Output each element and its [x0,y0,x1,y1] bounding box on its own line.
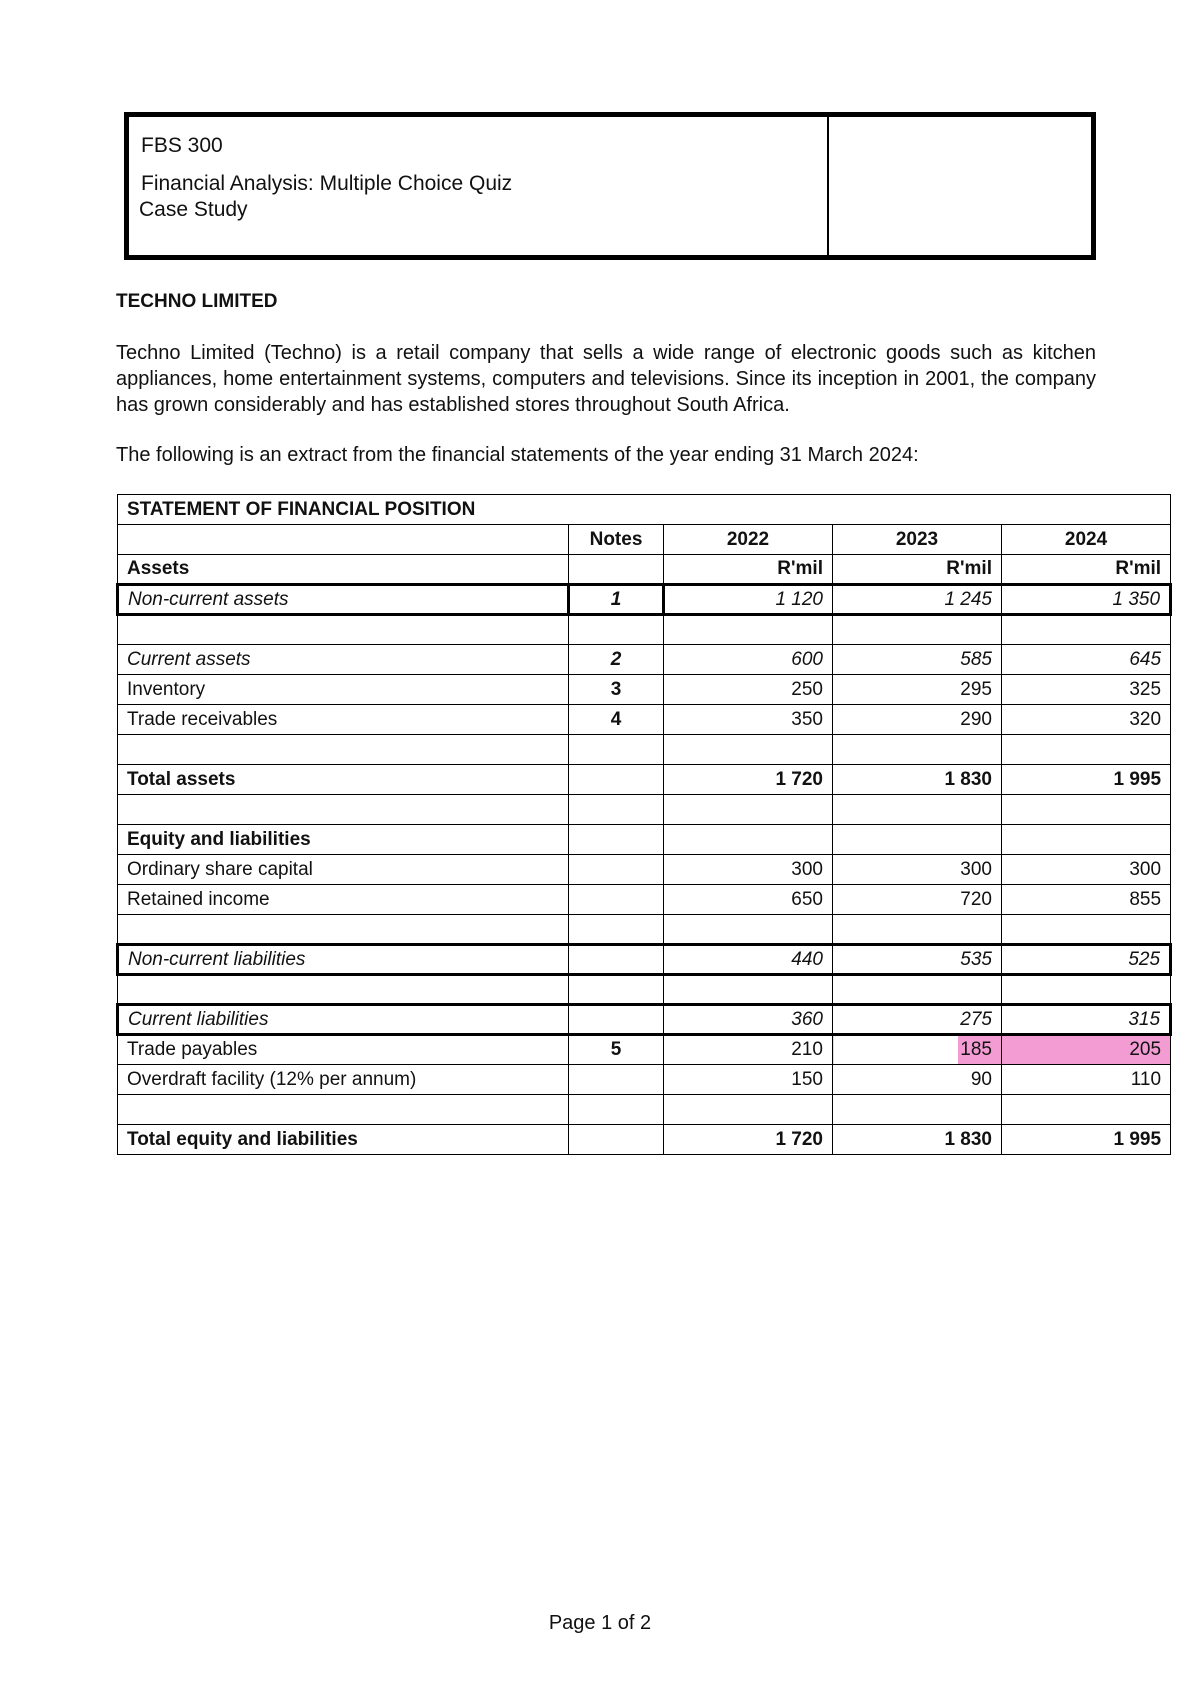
row-note [569,795,664,825]
row-value-2024: 205 [1002,1035,1171,1065]
row-note [569,1065,664,1095]
row-label [118,915,569,945]
row-label: Total assets [118,765,569,795]
row-value-2023: 275 [833,1005,1002,1035]
table-row [118,945,1171,975]
row-value-2022: 300 [664,855,833,885]
header-left-cell [129,117,829,255]
row-value-2024 [1002,975,1171,1005]
row-value-2024 [1002,795,1171,825]
row-value-2024: 300 [1002,855,1171,885]
table-row [118,885,1171,915]
row-value-2024: 320 [1002,705,1171,735]
year-header-2023: 2023 [833,525,1002,555]
row-value-2024: 315 [1002,1005,1171,1035]
row-value-2022 [664,795,833,825]
row-note [569,1125,664,1155]
row-note: 2 [569,645,664,675]
row-note: 4 [569,705,664,735]
units-row [118,555,1171,585]
table-row [118,765,1171,795]
unit-label: R'mil [1002,555,1171,585]
year-header-2022: 2022 [664,525,833,555]
row-value-2022 [664,735,833,765]
row-note [569,825,664,855]
row-note [569,855,664,885]
row-note: 5 [569,1035,664,1065]
row-value-2024 [1002,825,1171,855]
intro-paragraph: Techno Limited (Techno) is a retail company that sells a wide range of electronic goods such as kitchen appliances, home entertainment systems, computers and televisions. Since its inception in 2001, the company has grown considerably and has established stores throughout South Africa. [116,342,1096,416]
row-value-2022: 1 120 [664,585,833,615]
row-value-2023: 1 830 [833,1125,1002,1155]
row-value-2022: 150 [664,1065,833,1095]
row-note [569,945,664,975]
row-note: 3 [569,675,664,705]
row-value-2022: 1 720 [664,765,833,795]
row-label: Non-current liabilities [118,945,569,975]
row-label [118,735,569,765]
row-note [569,1095,664,1125]
row-value-2023 [833,915,1002,945]
table-row [118,615,1171,645]
row-label [118,615,569,645]
table-row [118,1095,1171,1125]
company-title: TECHNO LIMITED [116,291,278,312]
row-value-2022 [664,915,833,945]
row-value-2022: 650 [664,885,833,915]
row-value-2023: 1 830 [833,765,1002,795]
row-value-2023: 535 [833,945,1002,975]
row-value-2023 [833,975,1002,1005]
row-value-2022 [664,615,833,645]
row-value-2023 [833,825,1002,855]
row-value-2022 [664,825,833,855]
row-value-2023: 585 [833,645,1002,675]
row-value-2023: 290 [833,705,1002,735]
row-label [118,975,569,1005]
row-label: Inventory [118,675,569,705]
row-value-2022: 360 [664,1005,833,1035]
row-value-2024 [1002,915,1171,945]
table-row [118,675,1171,705]
row-label: Current assets [118,645,569,675]
table-row [118,645,1171,675]
row-value-2022 [664,1095,833,1125]
row-value-2022: 440 [664,945,833,975]
table-row [118,825,1171,855]
row-value-2022: 210 [664,1035,833,1065]
row-value-2024: 855 [1002,885,1171,915]
row-label [118,795,569,825]
table-row [118,855,1171,885]
extract-line: The following is an extract from the financial statements of the year ending 31 March 2024: [116,444,919,466]
assets-heading: Assets [118,555,569,585]
document-subtitle: Case Study [139,198,248,221]
table-title-row [118,495,1171,525]
row-label: Trade receivables [118,705,569,735]
row-value-2024: 110 [1002,1065,1171,1095]
row-value-2023: 1 245 [833,585,1002,615]
row-value-2022: 600 [664,645,833,675]
unit-label: R'mil [664,555,833,585]
row-label: Ordinary share capital [118,855,569,885]
year-header-2024: 2024 [1002,525,1171,555]
table-row [118,1065,1171,1095]
row-value-2022: 1 720 [664,1125,833,1155]
table-row [118,795,1171,825]
table-header-row [118,525,1171,555]
table-row [118,915,1171,945]
table-row [118,705,1171,735]
row-value-2023: 90 [833,1065,1002,1095]
row-note [569,765,664,795]
row-note [569,885,664,915]
row-value-2024: 1 350 [1002,585,1171,615]
row-label: Total equity and liabilities [118,1125,569,1155]
row-value-2023 [833,615,1002,645]
row-value-2024: 525 [1002,945,1171,975]
course-code: FBS 300 [141,134,223,157]
row-label [118,1095,569,1125]
row-value-2023: 185 [833,1035,1002,1065]
table-row [118,1005,1171,1035]
header-right-cell [829,117,1091,255]
row-value-2024: 645 [1002,645,1171,675]
document-title: Financial Analysis: Multiple Choice Quiz [141,172,513,195]
page-number: Page 1 of 2 [548,1612,652,1634]
row-label: Retained income [118,885,569,915]
row-value-2022 [664,975,833,1005]
row-value-2024 [1002,615,1171,645]
row-value-2023 [833,1095,1002,1125]
row-note [569,915,664,945]
unit-label: R'mil [833,555,1002,585]
row-value-2023: 300 [833,855,1002,885]
row-value-2024: 1 995 [1002,1125,1171,1155]
notes-header: Notes [569,525,664,555]
table-title: STATEMENT OF FINANCIAL POSITION [118,495,1171,525]
row-label: Trade payables [118,1035,569,1065]
row-value-2024 [1002,735,1171,765]
row-value-2022: 250 [664,675,833,705]
row-label: Non-current assets [118,585,569,615]
row-value-2023: 720 [833,885,1002,915]
row-label: Equity and liabilities [118,825,569,855]
row-note [569,615,664,645]
row-note [569,735,664,765]
table-row [118,735,1171,765]
table-row [118,975,1171,1005]
row-value-2024: 325 [1002,675,1171,705]
row-label: Current liabilities [118,1005,569,1035]
row-value-2024 [1002,1095,1171,1125]
row-label: Overdraft facility (12% per annum) [118,1065,569,1095]
header-box [124,112,1096,260]
financial-position-table [116,494,1172,1155]
row-value-2024: 1 995 [1002,765,1171,795]
row-note: 1 [569,585,664,615]
row-value-2023 [833,795,1002,825]
row-value-2023: 295 [833,675,1002,705]
row-note [569,1005,664,1035]
table-row [118,585,1171,615]
table-row [118,1035,1171,1065]
row-note [569,975,664,1005]
table-row [118,1125,1171,1155]
row-value-2023 [833,735,1002,765]
row-value-2022: 350 [664,705,833,735]
